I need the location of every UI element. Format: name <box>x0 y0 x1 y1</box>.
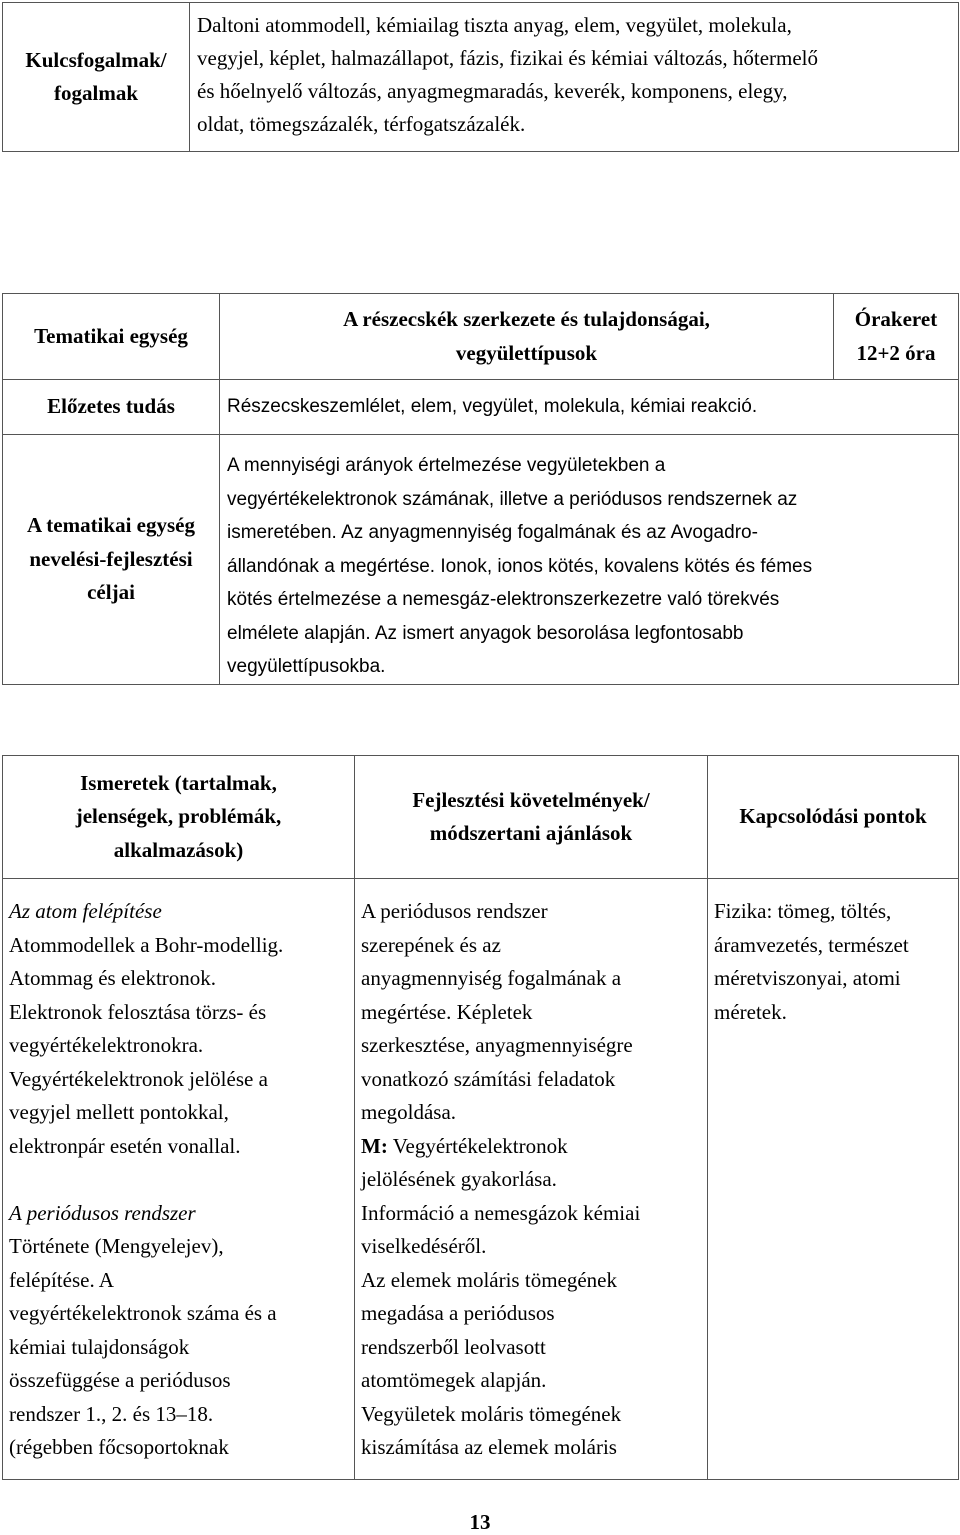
unit-title: A részecskék szerkezete és tulajdonságai, vegyülettípusok <box>343 307 710 365</box>
connections-cell <box>708 879 959 1480</box>
header-requirements-cell <box>355 756 708 879</box>
key-concepts-text: Daltoni atommodell, kémiailag tiszta anyag, elem, vegyület, molekula, vegyjel, képlet, halmazállapot, fázis, fizikai és kémiai változás, hőtermelő és hőelnyelő változás, anyagmegmaradás, keverék, komponens, elegy, oldat, tömegszázalék, térfogatszázalék. <box>197 13 819 136</box>
goals-text-cell <box>220 435 959 685</box>
page-number: 13 <box>469 1510 491 1534</box>
thematic-unit-table <box>2 293 959 685</box>
knowledge-text: Az atom felépítése Atommodellek a Bohr-modellig. Atommag és elektronok. Elektronok felosztása törzs- és vegyértékelektronokra. Vegyértékelektronok jelölése a vegyjel mellett pontokkal, elektronpár esetén vonallal. A periódusos rendszer Története (Mengyelejev), felépítése. A vegyértékelektronok száma és a kémiai tulajdonságok összefüggése a periódusos rendszer 1., 2. és 13–18. (régebben főcsoportoknak <box>9 895 354 1465</box>
prior-knowledge-label-cell <box>3 380 220 435</box>
header-requirements: Fejlesztési követelmények/ módszertani ajánlások <box>412 787 650 845</box>
goals-text: A mennyiségi arányok értelmezése vegyületekben a vegyértékelektronok számának, illetve a periódusos rendszernek az ismeretében. Az anyagmennyiség fogalmának és az Avogadro- állandónak a megértése. Ionok, ionos kötés, kovalens kötés és fémes kötés értelmezése a nemesgáz-elektronszerkezetre való törekvés elmélete alapján. Az ismert anyagok besorolása legfontosabb vegyülettípusokba. <box>227 455 813 677</box>
thematic-unit-label: Tematikai egység <box>34 323 188 348</box>
knowledge-cell <box>3 879 355 1480</box>
key-concepts-text-cell <box>190 3 959 152</box>
hours: Órakeret 12+2 óra <box>854 307 938 365</box>
header-connections-cell <box>708 756 959 879</box>
goals-label: A tematikai egység nevelési-fejlesztési céljai <box>27 513 195 604</box>
atom-section-title: Az atom felépítése <box>9 899 162 923</box>
prior-knowledge-text: Részecskeszemlélet, elem, vegyület, molekula, kémiai reakció. <box>227 396 758 418</box>
prior-knowledge-text-cell <box>220 380 959 435</box>
header-connections: Kapcsolódási pontok <box>739 804 927 829</box>
prior-knowledge-label: Előzetes tudás <box>47 394 175 419</box>
header-knowledge: Ismeretek (tartalmak, jelenségek, problémák, alkalmazások) <box>75 770 282 862</box>
hours-cell <box>834 294 959 380</box>
key-concepts-table <box>2 2 959 152</box>
thematic-unit-label-cell <box>3 294 220 380</box>
key-concepts-label: Kulcsfogalmak/ fogalmak <box>25 47 167 105</box>
content-table <box>2 755 959 1480</box>
periodic-section-title: A periódusos rendszer <box>9 1200 196 1225</box>
connections-text: Fizika: tömeg, töltés, áramvezetés, természet méretviszonyai, atomi méretek. <box>714 899 909 1024</box>
requirements-cell <box>355 879 708 1480</box>
header-knowledge-cell <box>3 756 355 879</box>
goals-label-cell <box>3 435 220 685</box>
requirements-text: A periódusos rendszer szerepének és az anyagmennyiség fogalmának a megértése. Képletek szerkesztése, anyagmennyiségre vonatkozó számítási feladatok megoldása. M: Vegyértékelektronok jelölésének gyakorlása. Információ a nemesgázok kémiai viselkedéséről. Az elemek moláris tömegének megadása a periódusos rendszerből leolvasott atomtömegek alapján. Vegyületek moláris tömegének kiszámítása az elemek moláris <box>361 899 641 1459</box>
key-concepts-label-cell <box>3 3 190 152</box>
unit-title-cell <box>220 294 834 380</box>
